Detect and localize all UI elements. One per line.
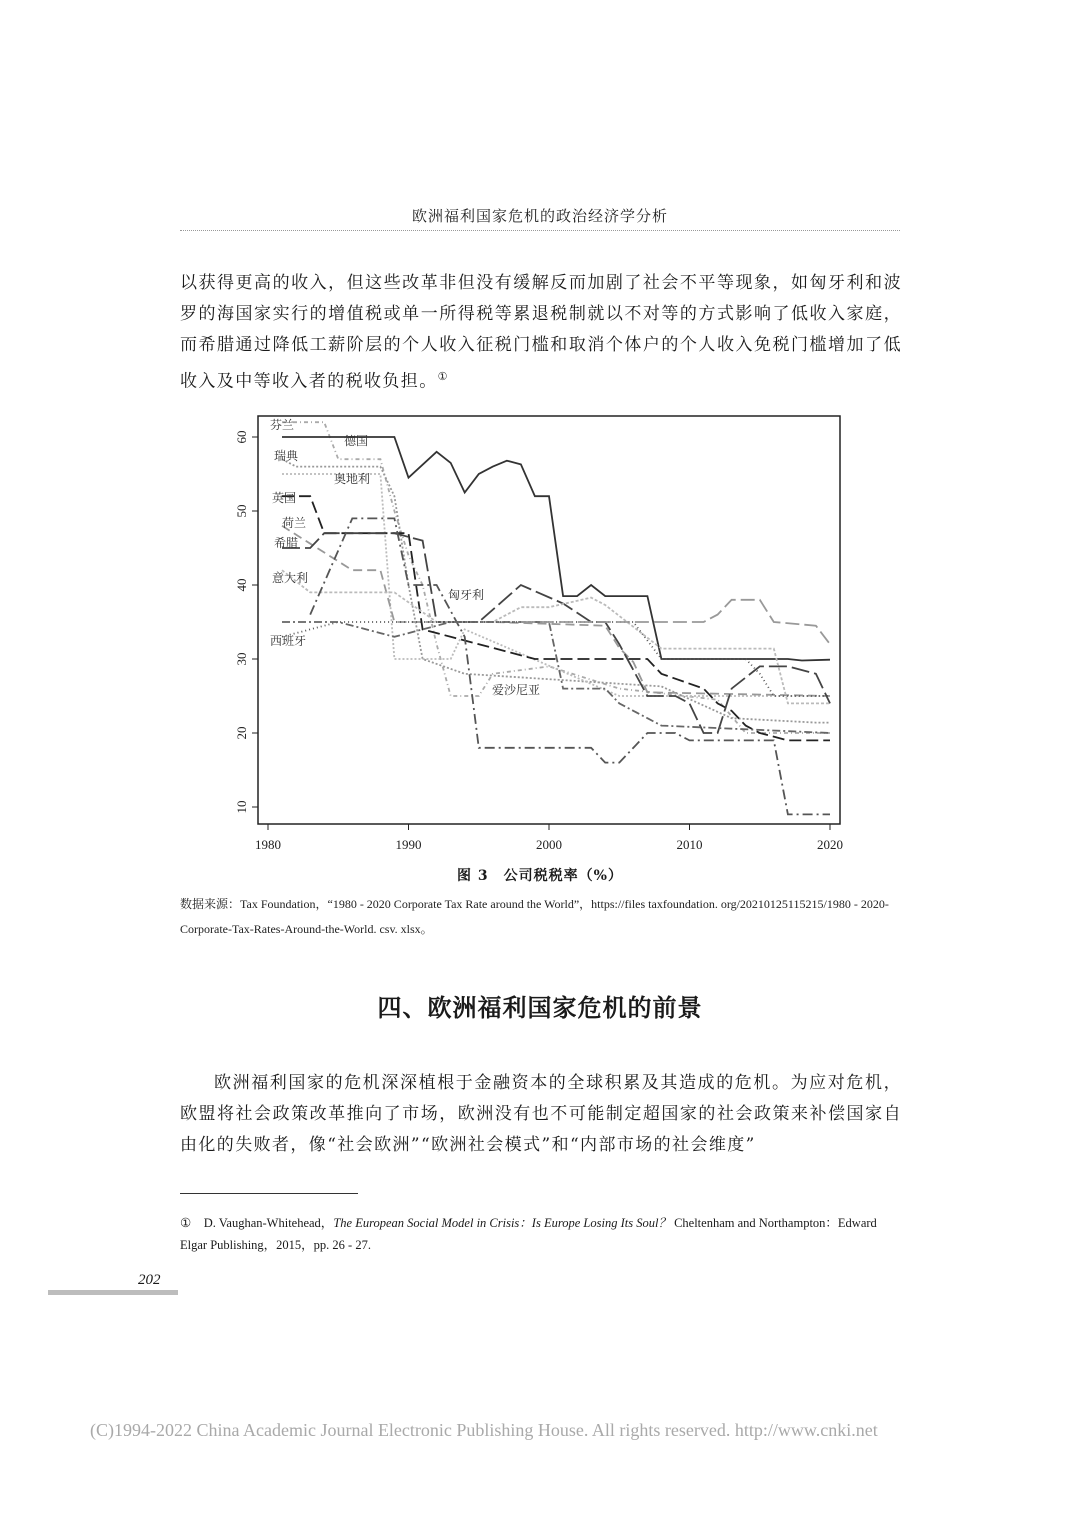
series-label: 奥地利 <box>334 472 371 486</box>
footnote-rule <box>180 1193 358 1194</box>
axis-ticks <box>234 431 843 853</box>
series-label: 荷兰 <box>282 516 307 530</box>
series-line <box>282 622 830 733</box>
series-line <box>282 496 830 740</box>
page-number: 202 <box>138 1272 161 1288</box>
series-label: 爱沙尼亚 <box>492 683 541 697</box>
x-tick-label: 1980 <box>255 837 281 852</box>
y-tick-label: 50 <box>234 504 249 518</box>
paragraph-1-text: 以获得更高的收入，但这些改革非但没有缓解反而加剧了社会不平等现象，如匈牙利和波罗的海国家实行的增值税或单一所得税等累退税制就以不对等的方式影响了低收入家庭，而希腊通过降低工薪阶层的个人收入征税门槛和取消个体户的个人收入免税门槛增加了低收入及中等收入者的税收负担。 <box>180 273 902 392</box>
series-label: 瑞典 <box>274 449 299 463</box>
y-tick-label: 60 <box>234 430 249 444</box>
figure-source[interactable]: 数据来源：Tax Foundation，“1980 - 2020 Corporate Tax Rate around the World”，https://files taxfoundation. org/20210125115215/1980 - 2020-Corporate-Tax-Rates-Around-the-World. csv. xlsx。 <box>180 897 889 936</box>
footnote <box>180 1212 902 1256</box>
x-tick-label: 2020 <box>817 837 843 852</box>
body-paragraph-2: 欧洲福利国家的危机深深植根于金融资本的全球积累及其造成的危机。为应对危机，欧盟将社会政策改革推向了市场，欧洲没有也不可能制定超国家的社会政策来补偿国家自由化的失败者，像“社会欧洲”“欧洲社会模式”和“内部市场的社会维度” <box>180 1073 902 1155</box>
series-line <box>282 533 830 733</box>
series-line <box>310 518 830 814</box>
series-label: 意大利 <box>272 571 309 585</box>
series-label: 英国 <box>272 491 297 505</box>
series-line <box>282 570 830 703</box>
body-paragraph-1 <box>180 268 902 398</box>
header-rule <box>180 230 900 231</box>
x-tick-label: 1990 <box>395 837 422 852</box>
series-line <box>282 437 830 661</box>
y-tick-label: 20 <box>234 726 249 740</box>
series-label: 芬兰 <box>270 418 295 432</box>
figure-caption: 图 3 公司税税率（%） <box>457 868 623 884</box>
footnote-ref[interactable]: ① <box>437 370 449 383</box>
footnote-marker: ① <box>180 1216 192 1230</box>
running-head: 欧洲福利国家危机的政治经济学分析 <box>411 207 668 225</box>
series-label: 匈牙利 <box>448 588 485 602</box>
y-tick-label: 40 <box>234 578 249 592</box>
series-line <box>282 422 830 733</box>
series-line <box>282 459 830 722</box>
series-line <box>282 474 830 696</box>
y-tick-label: 10 <box>234 800 249 814</box>
footnote-book-title: The European Social Model in Crisis：Is Europe Losing Its Soul？ <box>333 1216 671 1230</box>
y-tick-label: 30 <box>234 652 249 666</box>
section-heading: 四、欧洲福利国家危机的前景 <box>377 993 703 1022</box>
series-label: 德国 <box>344 434 369 448</box>
copyright-line: (C)1994-2022 China Academic Journal Electronic Publishing House. All rights reserved. http://www.cnki.net <box>90 1420 878 1440</box>
series-label: 西班牙 <box>270 634 307 648</box>
x-tick-label: 2010 <box>676 837 703 852</box>
series-labels <box>270 417 540 697</box>
footnote-publication: Cheltenham and Northampton：Edward Elgar Publishing，2015，pp. 26 - 27. <box>180 1216 877 1252</box>
footnote-author: D. Vaughan-Whitehead， <box>203 1216 334 1230</box>
series-label: 希腊 <box>274 536 299 550</box>
page-number-bar <box>48 1290 178 1295</box>
corporate-tax-rate-chart <box>230 405 870 860</box>
x-tick-label: 2000 <box>536 837 562 852</box>
